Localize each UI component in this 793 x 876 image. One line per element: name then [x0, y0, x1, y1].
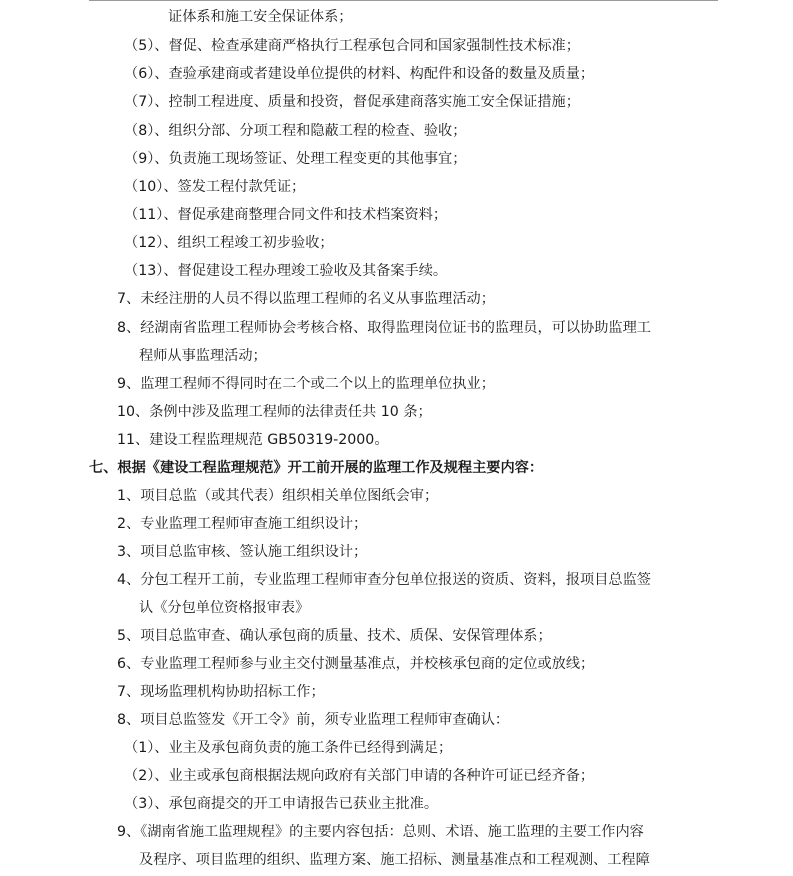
text-line: （8）、组织分部、分项工程和隐蔽工程的检查、验收； [124, 123, 467, 139]
text-line: （1）、业主及承包商负责的施工条件已经得到满足； [124, 740, 453, 756]
text-line: 程师从事监理活动； [139, 348, 267, 364]
text-line: （6）、查验承建商或者建设单位提供的材料、构配件和设备的数量及质量； [124, 66, 595, 82]
text-line: （3）、承包商提交的开工申请报告已获业主批准。 [124, 796, 439, 812]
text-line: 3、项目总监审核、签认施工组织设计； [117, 544, 368, 560]
text-line: 6、专业监理工程师参与业主交付测量基准点，并校核承包商的定位或放线； [117, 656, 595, 672]
text-line: （9）、负责施工现场签证、处理工程变更的其他事宜； [124, 151, 467, 167]
text-line: （13）、督促建设工程办理竣工验收及其备案手续。 [124, 263, 448, 279]
text-line: 1、项目总监（或其代表）组织相关单位图纸会审； [117, 488, 439, 504]
text-line: （12）、组织工程竣工初步验收； [124, 235, 334, 251]
text-line: （11）、督促承建商整理合同文件和技术档案资料； [124, 207, 448, 223]
text-line: （10）、签发工程付款凭证； [124, 179, 306, 195]
text-line: 7、现场监理机构协助招标工作； [117, 684, 325, 700]
text-line: （7）、控制工程进度、质量和投资，督促承建商落实施工安全保证措施； [124, 94, 580, 110]
text-line: 认《分包单位资格报审表》 [139, 600, 310, 616]
text-line: 证体系和施工安全保证体系； [168, 9, 353, 25]
page-top-rule [89, 0, 718, 1]
text-line: （2）、业主或承包商根据法规向政府有关部门申请的各种许可证已经齐备； [124, 768, 595, 784]
text-line: 及程序、项目监理的组织、监理方案、施工招标、测量基准点和工程观测、工程障 [139, 852, 650, 868]
text-line: 8、项目总监签发《开工令》前，须专业监理工程师审查确认： [117, 712, 510, 728]
text-line: 8、经湖南省监理工程师协会考核合格、取得监理岗位证书的监理员，可以协助监理工 [117, 320, 651, 336]
text-line: 10、条例中涉及监理工程师的法律责任共 10 条； [117, 404, 432, 420]
text-line: 2、专业监理工程师审查施工组织设计； [117, 516, 368, 532]
text-line: 4、分包工程开工前，专业监理工程师审查分包单位报送的资质、资料，报项目总监签 [117, 572, 651, 588]
text-line: （5）、督促、检查承建商严格执行工程承包合同和国家强制性技术标准； [124, 38, 580, 54]
text-line: 5、项目总监审查、确认承包商的质量、技术、质保、安保管理体系； [117, 628, 552, 644]
text-line: 7、未经注册的人员不得以监理工程师的名义从事监理活动； [117, 291, 495, 307]
text-line: 9、监理工程师不得同时在二个或二个以上的监理单位执业； [117, 376, 495, 392]
text-line: 9、《湖南省施工监理规程》的主要内容包括：总则、术语、施工监理的主要工作内容 [117, 824, 644, 840]
text-line: 11、建设工程监理规范 GB50319-2000。 [117, 432, 389, 448]
section-heading: 七、根据《建设工程监理规范》开工前开展的监理工作及规程主要内容： [89, 460, 544, 476]
